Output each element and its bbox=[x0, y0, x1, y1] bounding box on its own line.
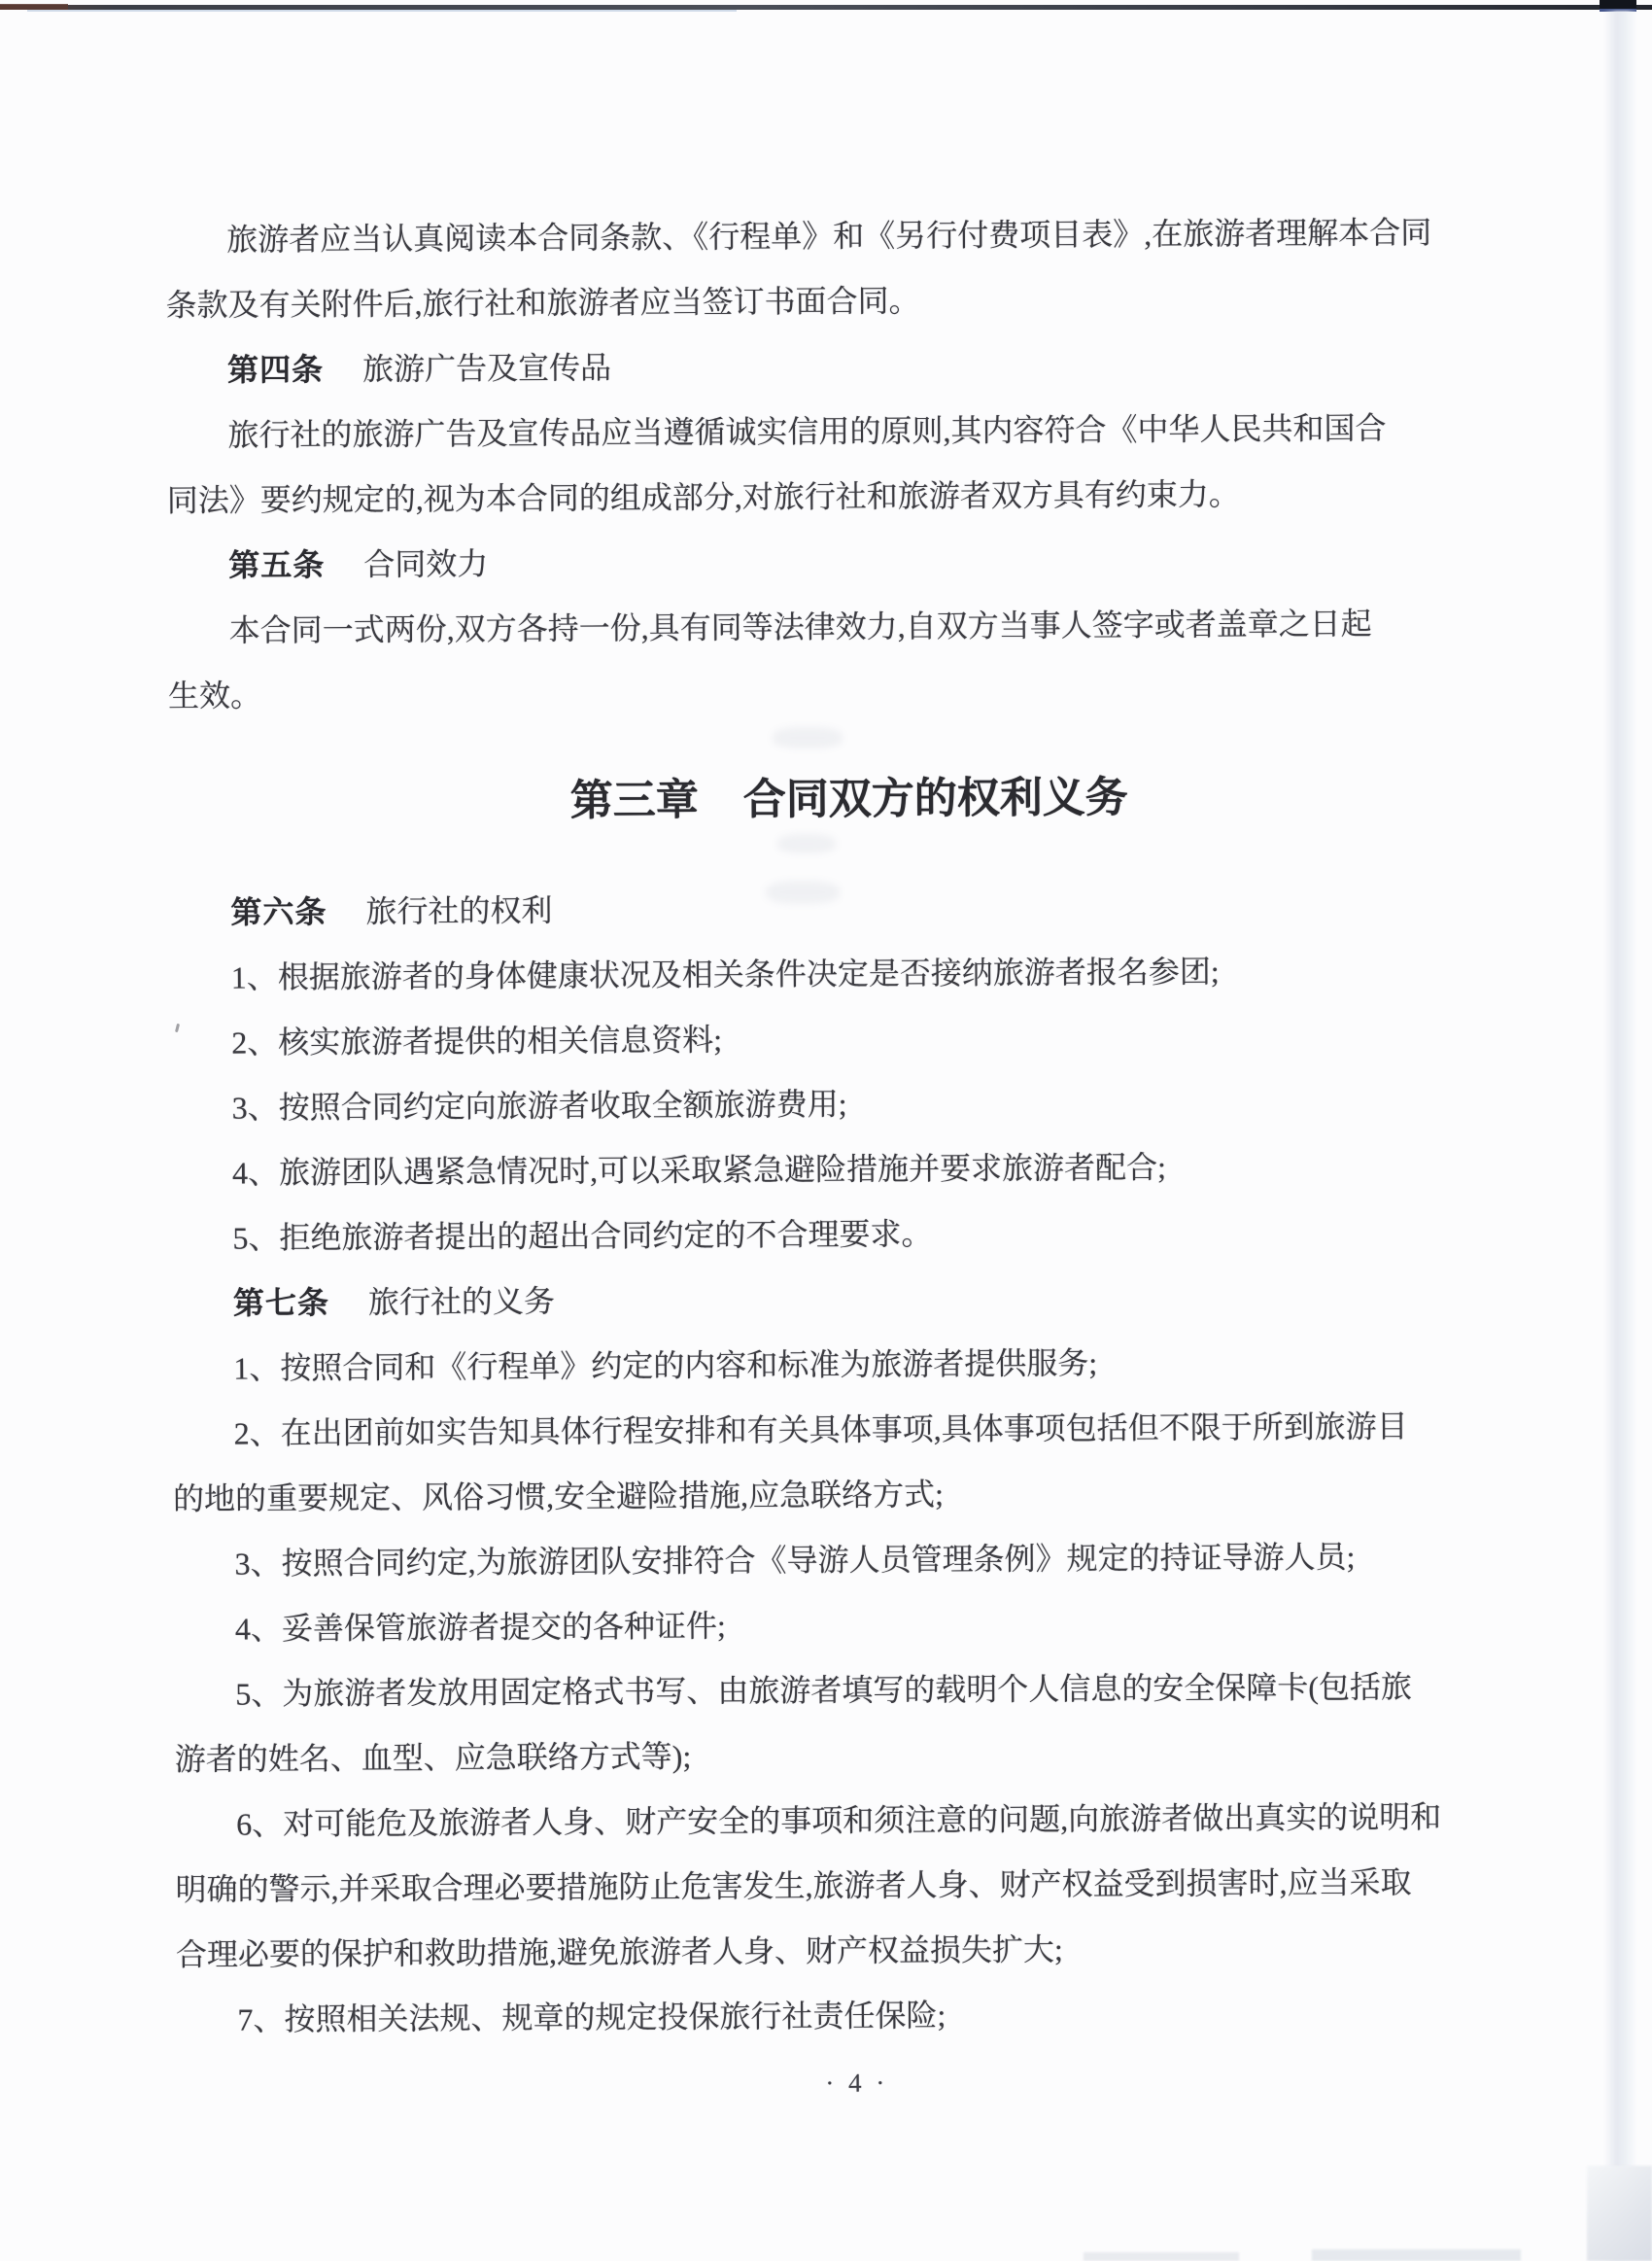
list-item: 1、根据旅游者的身体健康状况及相关条件决定是否接纳旅游者报名参团; bbox=[230, 954, 1220, 995]
section-number: 第四条 bbox=[226, 352, 325, 388]
paragraph-line: 条款及有关附件后,旅行社和旅游者应当签订书面合同。 bbox=[165, 283, 920, 323]
page-number: · 4 · bbox=[825, 2068, 889, 2098]
section-heading bbox=[172, 1263, 1532, 1337]
chapter-title: 合同双方的权利义务 bbox=[742, 773, 1128, 824]
list-item: 3、按照合同约定向旅游者收取全额旅游费用; bbox=[231, 1086, 847, 1126]
list-item: 3、按照合同约定,为旅游团队安排符合《导游人员管理条例》规定的持证导游人员; bbox=[234, 1539, 1356, 1582]
scan-edge-top-blue-line bbox=[27, 10, 737, 12]
list-item: 7、按照相关法规、规章的规定投保旅行社责任保险; bbox=[237, 1998, 946, 2037]
list-item: 1、按照合同和《行程单》约定的内容和标准为旅游者提供服务; bbox=[233, 1345, 1098, 1386]
paragraph-line: 旅游者应当认真阅读本合同条款、《行程单》和《另行付费项目表》,在旅游者理解本合同 bbox=[226, 215, 1432, 258]
paragraph-line: 本合同一式两份,双方各持一份,具有同等法律效力,自双方当事人签字或者盖章之日起 bbox=[228, 606, 1372, 648]
scan-edge-right bbox=[1603, 11, 1636, 2261]
section-title: 旅行社的义务 bbox=[367, 1283, 556, 1320]
paragraph-line: 同法》要约规定的,视为本合同的组成部分,对旅行社和旅游者双方具有约束力。 bbox=[166, 476, 1240, 518]
list-item: 4、妥善保管旅游者提交的各种证件; bbox=[234, 1608, 726, 1647]
section-title: 合同效力 bbox=[363, 545, 489, 582]
paragraph-line: 旅行社的旅游广告及宣传品应当遵循诚实信用的原则,其内容符合《中华人民共和国合 bbox=[227, 410, 1387, 453]
chapter-number: 第三章 bbox=[569, 776, 699, 825]
scan-corner-bottom-right bbox=[1587, 2166, 1652, 2261]
list-item: 5、为旅游者发放用固定格式书写、由旅游者填写的载明个人信息的安全保障卡(包括旅 bbox=[235, 1669, 1413, 1712]
list-item-continuation: 的地的重要规定、风俗习惯,安全避险措施,应急联络方式; bbox=[173, 1477, 945, 1516]
contract-text bbox=[165, 199, 1537, 2103]
list-item-continuation: 游者的姓名、血型、应急联络方式等); bbox=[174, 1738, 692, 1777]
section-number: 第六条 bbox=[230, 893, 327, 930]
list-item-continuation: 明确的警示,并采取合理必要措施防止危害发生,旅游者人身、财产权益受到损害时,应当采取 bbox=[175, 1864, 1412, 1907]
section-number: 第七条 bbox=[232, 1284, 330, 1321]
list-item: 6、对可能危及旅游者人身、财产安全的事项和须注意的问题,向旅游者做出真实的说明和 bbox=[236, 1799, 1442, 1842]
section-number: 第五条 bbox=[228, 547, 326, 583]
paragraph-line: 生效。 bbox=[167, 678, 262, 713]
section-title: 旅行社的权利 bbox=[365, 892, 553, 929]
scan-corner-artifact bbox=[1600, 0, 1636, 9]
section-heading bbox=[166, 330, 1527, 403]
list-item: 4、旅游团队遇紧急情况时,可以采取紧急避险措施并要求旅游者配合; bbox=[231, 1149, 1167, 1191]
list-item: 2、在出团前如实告知具体行程安排和有关具体事项,具体事项包括但不限于所到旅游目 bbox=[233, 1409, 1408, 1451]
section-heading bbox=[169, 872, 1530, 946]
list-item-continuation: 合理必要的保护和救助措施,避免旅游者人身、财产权益损失扩大; bbox=[175, 1931, 1063, 1972]
scan-edge-bottom-1 bbox=[1084, 2252, 1239, 2261]
scan-edge-bottom-2 bbox=[1312, 2249, 1521, 2261]
section-title: 旅游广告及宣传品 bbox=[361, 350, 612, 387]
list-item: 5、拒绝旅游者提出的超出合同约定的不合理要求。 bbox=[232, 1216, 933, 1256]
section-heading bbox=[167, 525, 1528, 599]
chapter-heading bbox=[169, 762, 1530, 836]
list-item: 2、核实旅游者提供的相关信息资料; bbox=[231, 1022, 723, 1061]
